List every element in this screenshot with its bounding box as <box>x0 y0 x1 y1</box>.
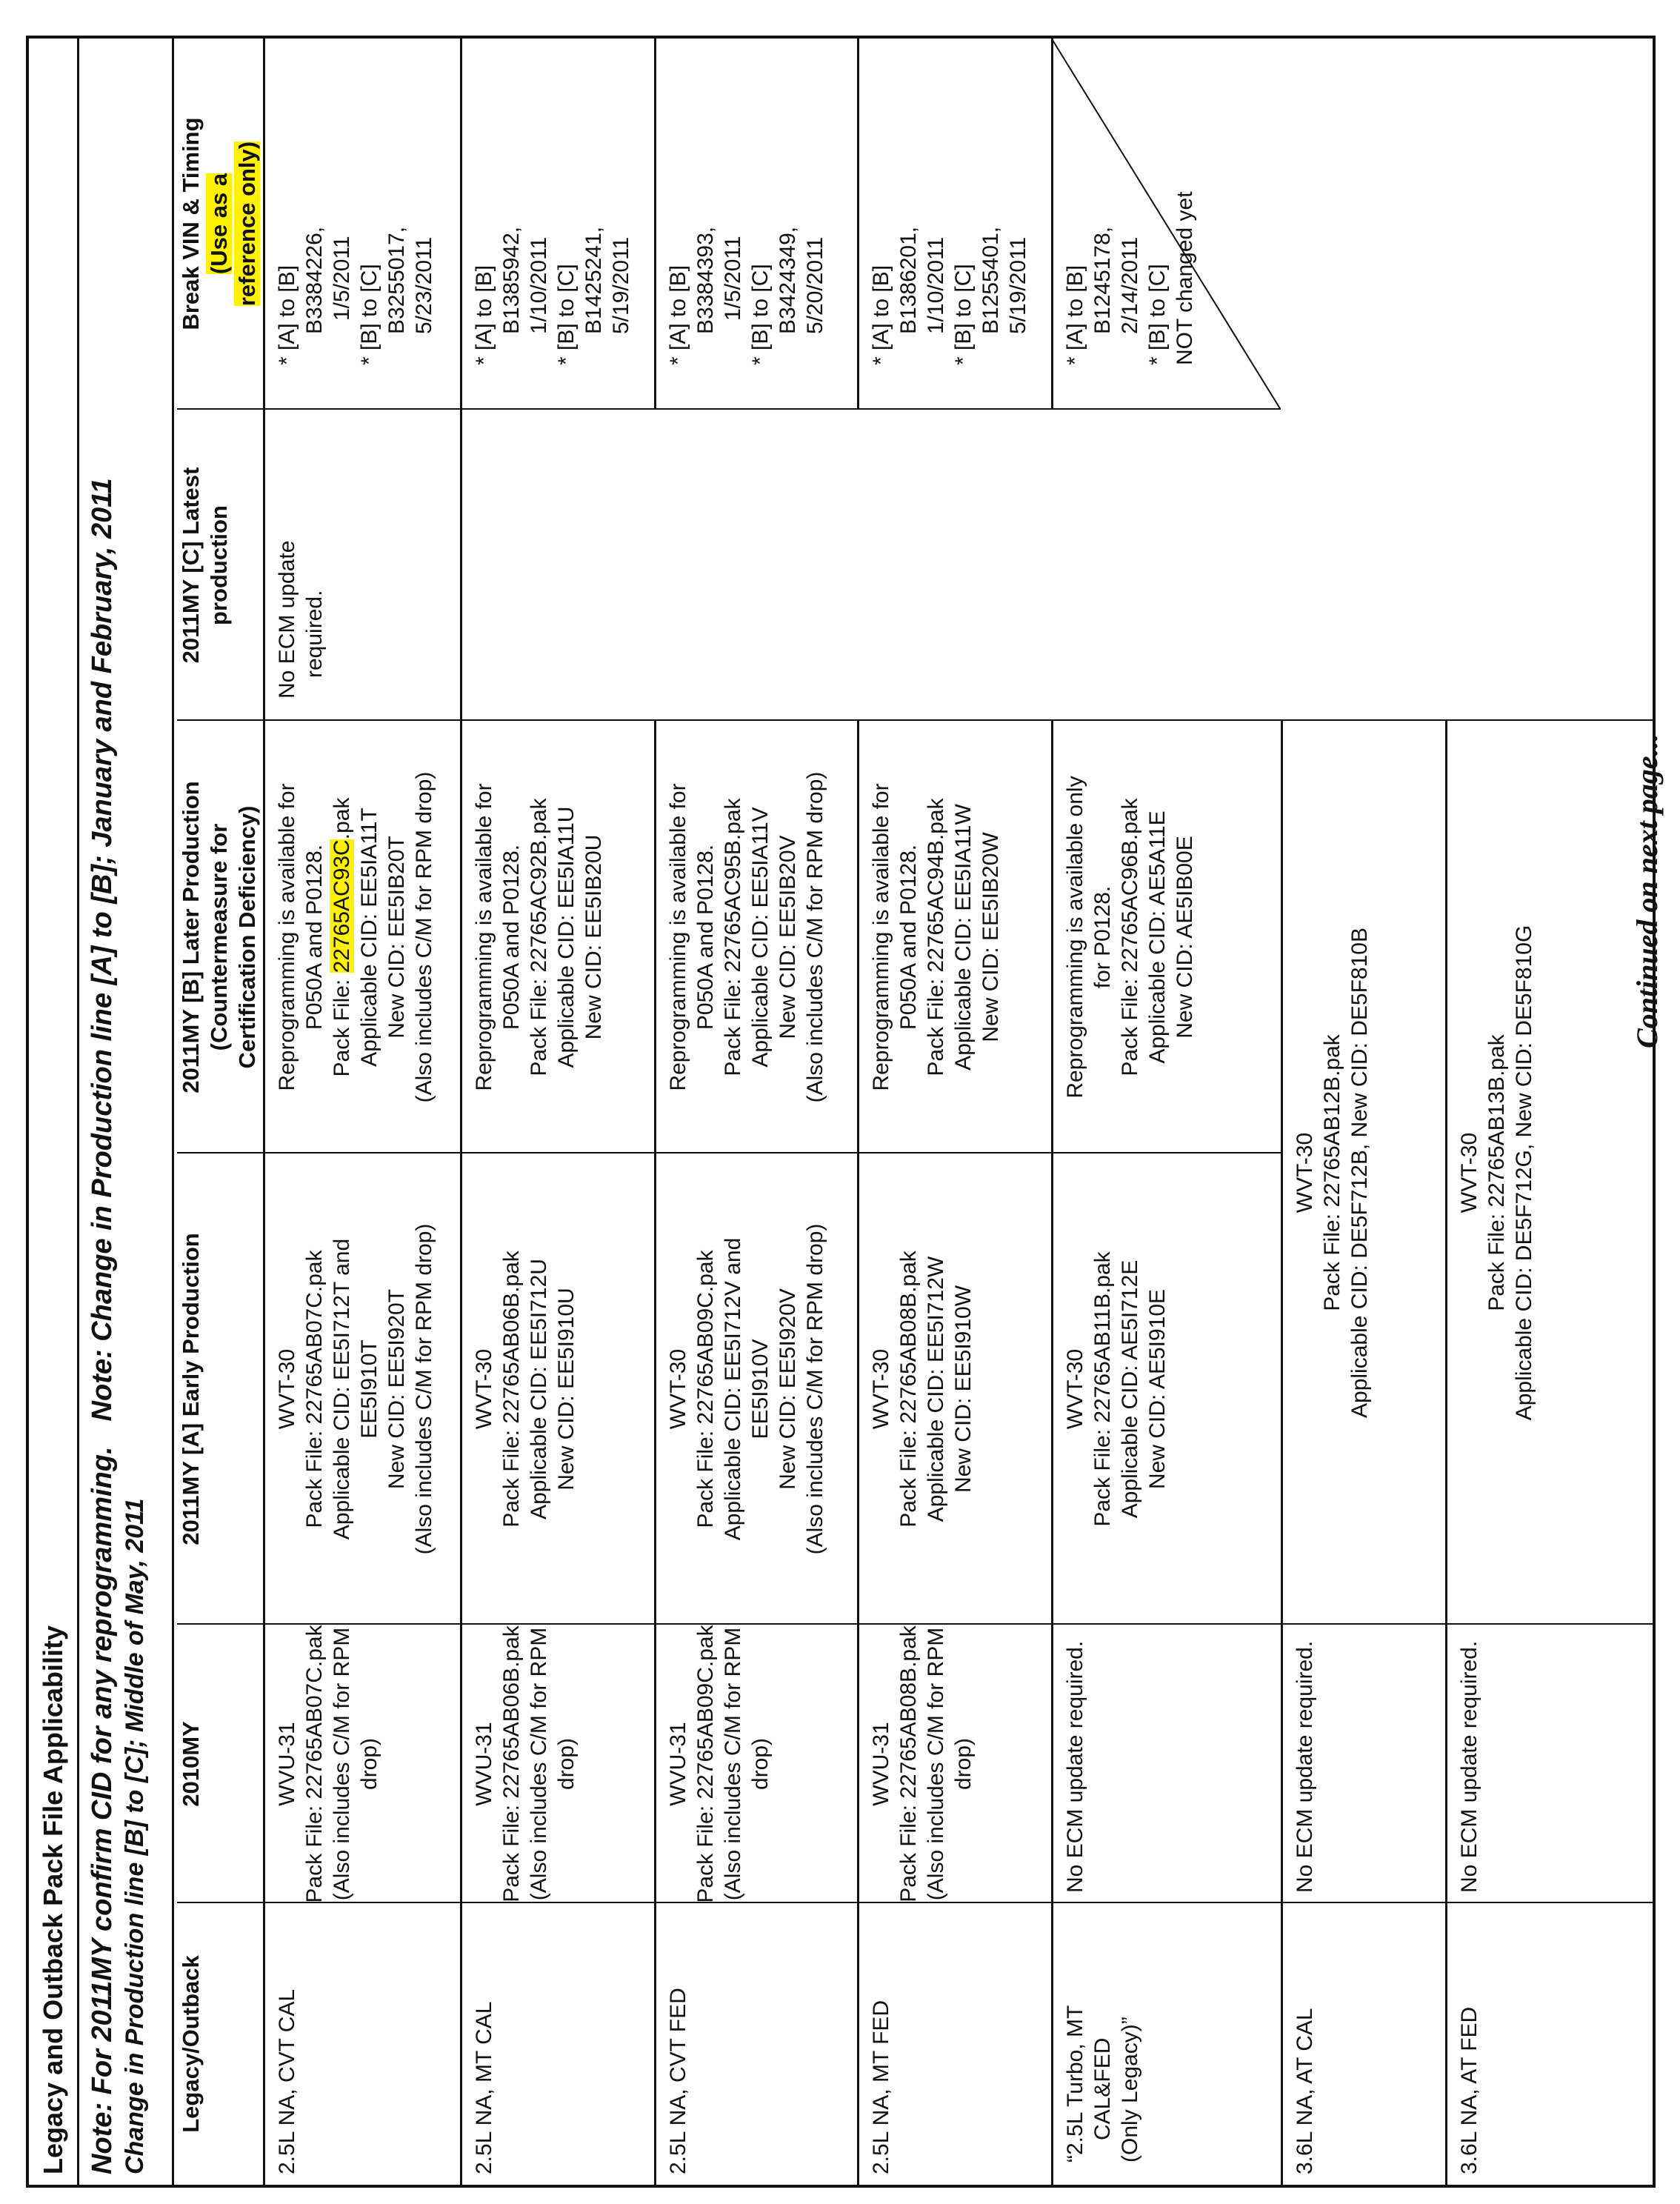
row7-merged-production: WVT-30 Pack File: 22765AB13B.pak Applicable CID: DE5F712G, New CID: DE5F810G <box>1457 925 1536 1421</box>
row1-early: WVT-30 Pack File: 22765AB07C.pak Applicable CID: EE5I712T and EE5I910T New CID: EE5I920T (Also includes C/M for RPM drop) <box>275 1223 436 1555</box>
row6-merged-production: WVT-30 Pack File: 22765AB12B.pak Applicable CID: DE5F712B, New CID: DE5F810B <box>1293 928 1372 1418</box>
row4-early: WVT-30 Pack File: 22765AB08B.pak Applicable CID: EE5I712W New CID: EE5I910W <box>869 1251 976 1528</box>
header-model: Legacy/Outback <box>178 1955 204 2133</box>
row-divider <box>654 38 656 410</box>
row2-2010my: WVU-31 Pack File: 22765AB06B.pak (Also includes C/M for RPM drop) <box>472 1625 579 1902</box>
row-divider <box>1051 721 1053 2185</box>
row2-early: WVT-30 Pack File: 22765AB06B.pak Applicable CID: EE5I712U New CID: EE5I910U <box>472 1251 579 1528</box>
row2-later: Reprogramming is available for P050A and P0128. Pack File: 22765AC92B.pak Applicable CID: EE5IA11U New CID: EE5IB20U <box>472 783 606 1091</box>
row2-break: * [A] to [B] B1385942, 1/10/2011 * [B] to [C] B1425241, 5/19/2011 <box>472 226 633 365</box>
header-break-vin: Break VIN & Timing (Use as a reference only) <box>178 117 260 330</box>
header-early-production: 2011MY [A] Early Production <box>178 1233 204 1545</box>
row-divider <box>654 721 656 2185</box>
row3-early: WVT-30 Pack File: 22765AB09C.pak Applicable CID: EE5I712V and EE5I910V New CID: EE5I920V (Also includes C/M for RPM drop) <box>666 1223 827 1555</box>
row3-2010my: WVU-31 Pack File: 22765AB09C.pak (Also includes C/M for RPM drop) <box>666 1625 773 1903</box>
row-divider <box>857 38 859 410</box>
row-divider <box>263 39 265 2185</box>
note-change-b-c: Change in Production line [B] to [C]; Middle of May, 2011 <box>121 1498 149 2174</box>
row4-model: 2.5L NA, MT FED <box>869 2000 893 2174</box>
row1-break: * [A] to [B] B3384226, 1/5/2011 * [B] to [C] B3255017, 5/23/2011 <box>275 226 436 365</box>
row-divider <box>460 39 462 2185</box>
row6-model: 3.6L NA, AT CAL <box>1293 2008 1317 2174</box>
row5-2010my: No ECM update required. <box>1063 1640 1087 1893</box>
pack-file-table <box>26 36 1656 2188</box>
row3-break: * [A] to [B] B3384393, 1/5/2011 * [B] to [C] B3424349, 5/20/2011 <box>666 226 827 365</box>
row1-latest: No ECM update required. <box>275 540 327 699</box>
row4-break: * [A] to [B] B1386201, 1/10/2011 * [B] to [C] B1255401, 5/19/2011 <box>869 226 1030 365</box>
production-note <box>79 39 174 2185</box>
row1-model: 2.5L NA, CVT CAL <box>275 1988 299 2174</box>
header-later-production: 2011MY [B] Later Production (Countermeasure for Certification Deficiency) <box>178 781 260 1093</box>
highlighted-pack-file: 22765AC93C <box>330 839 354 973</box>
row5-early: WVT-30 Pack File: 22765AB11B.pak Applicable CID: AE5I712E New CID: AE5I910E <box>1063 1251 1170 1527</box>
header-2010my: 2010MY <box>178 1721 204 1807</box>
row-divider <box>1445 721 1447 2185</box>
row7-model: 3.6L NA, AT FED <box>1457 2006 1481 2174</box>
row5-break: * [A] to [B] B1245178, 2/14/2011 * [B] to [C] NOT changed yet <box>1063 191 1197 365</box>
row-divider <box>1281 721 1283 2185</box>
table-title: Legacy and Outback Pack File Applicability <box>29 39 79 2185</box>
row4-2010my: WVU-31 Pack File: 22765AB08B.pak (Also includes C/M for RPM drop) <box>869 1625 976 1902</box>
row6-2010my: No ECM update required. <box>1293 1640 1317 1893</box>
note-change-a-b: Note: Change in Production line [A] to [B]; January and February, 2011 <box>87 478 118 1422</box>
row5-model: “2.5L Turbo, MT CAL&FED (Only Legacy)” <box>1063 2005 1142 2163</box>
row4-later: Reprogramming is available for P050A and P0128. Pack File: 22765AC94B.pak Applicable CID: EE5IA11W New CID: EE5IB20W <box>869 783 1003 1091</box>
row5-later: Reprogramming is available only for P0128. Pack File: 22765AC96B.pak Applicable CID: AE5A11E New CID: AE5IB00E <box>1063 776 1197 1099</box>
continued-footer: Continued on next page... <box>1630 733 1664 1048</box>
row1-2010my: WVU-31 Pack File: 22765AB07C.pak (Also includes C/M for RPM drop) <box>275 1625 381 1903</box>
row2-model: 2.5L NA, MT CAL <box>472 2001 496 2174</box>
row-divider <box>857 721 859 2185</box>
row1-later: Reprogramming is available for P050A and P0128. Pack File: 22765AC93C.pak Applicable CID: EE5IA11T New CID: EE5IB20T (Also includes C/M for RPM drop) <box>275 771 436 1103</box>
row7-2010my: No ECM update required. <box>1457 1640 1481 1893</box>
row3-later: Reprogramming is available for P050A and P0128. Pack File: 22765AC95B.pak Applicable CID: EE5IA11V New CID: EE5IB20V (Also includes C/M for RPM drop) <box>666 771 827 1103</box>
row3-model: 2.5L NA, CVT FED <box>666 1988 690 2174</box>
header-latest-production: 2011MY [C] Latest production <box>178 467 232 664</box>
note-confirm-cid: Note: For 2011MY confirm CID for any reprogramming. <box>87 1446 118 2174</box>
